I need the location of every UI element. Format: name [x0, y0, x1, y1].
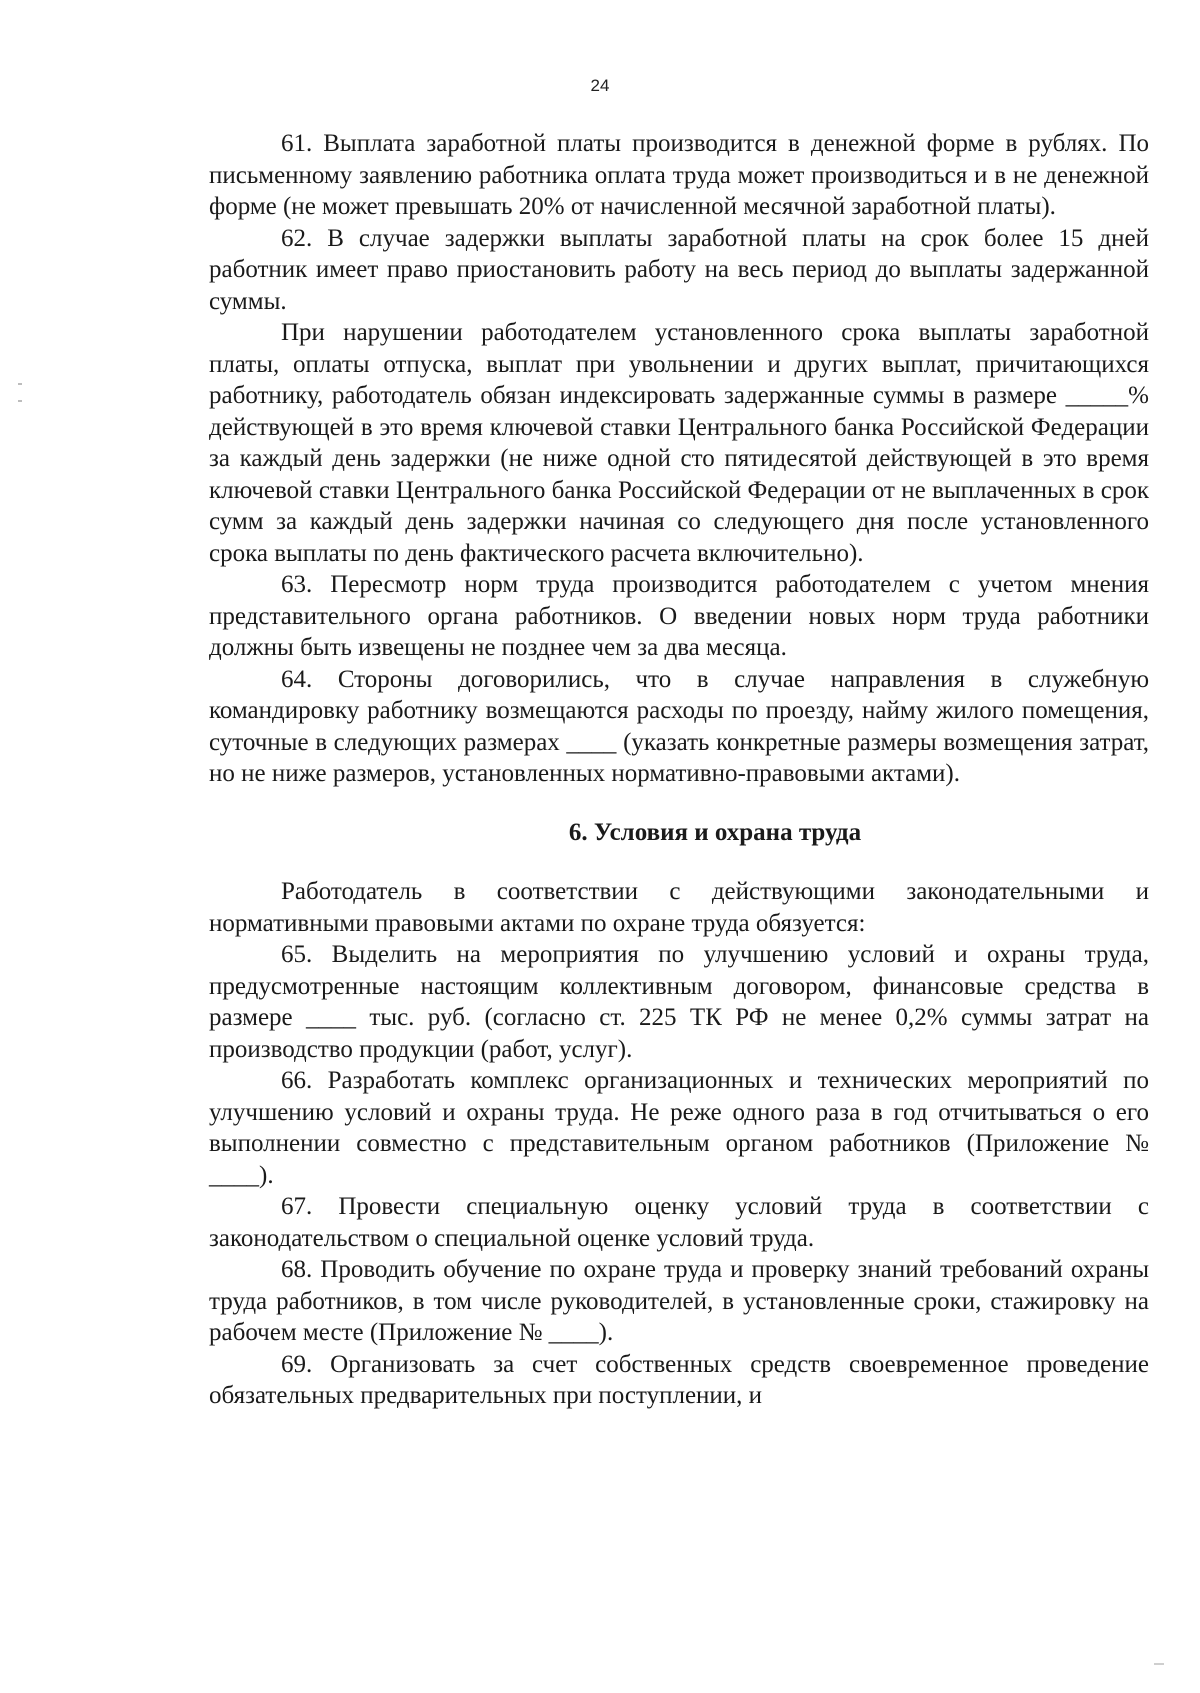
scan-margin-mark	[18, 383, 22, 385]
scan-corner-mark	[1154, 1663, 1164, 1665]
paragraph-wage-delay-indexation: При нарушении работодателем установленного срока выплаты заработной платы, оплаты отпуска, выплат при увольнении и других выплат, причитающихся работнику, работодатель обязан индексировать задержанные суммы в размере _____% действующей в это время ключевой ставки Центрального банка Российской Федерации за каждый день задержки (не ниже одной сто пятидесятой действующей в это время ключевой ставки Центрального банка Российской Федерации от не выплаченных в срок сумм за каждый день задержки начиная со следующего дня после установленного срока выплаты по день фактического расчета включительно).	[209, 319, 1149, 567]
spacer	[209, 848, 1149, 876]
paragraph-61: 61. Выплата заработной платы производится в денежной форме в рублях. По письменному заявлению работника оплата труда может производиться и в не денежной форме (не может превышать 20% от начисленной месячной заработной платы).	[209, 130, 1149, 220]
paragraph-67: 67. Провести специальную оценку условий труда в соответствии с законодательством о специальной оценке условий труда.	[209, 1193, 1149, 1252]
page-number: 24	[590, 76, 610, 95]
paragraph-65: 65. Выделить на мероприятия по улучшению условий и охраны труда, предусмотренные настоящим коллективным договором, финансовые средства в размере ____ тыс. руб. (согласно ст. 225 ТК РФ не менее 0,2% суммы затрат на производство продукции (работ, услуг).	[209, 941, 1149, 1063]
paragraph-62: 62. В случае задержки выплаты заработной платы на срок более 15 дней работник имеет право приостановить работу на весь период до выплаты задержанной суммы.	[209, 224, 1149, 315]
paragraph-63: 63. Пересмотр норм труда производится работодателем с учетом мнения представительного органа работников. О введении новых норм труда работники должны быть извещены не позднее чем за два месяца.	[209, 571, 1149, 661]
paragraph-64: 64. Стороны договорились, что в случае направления в служебную командировку работнику возмещаются расходы по проезду, найму жилого помещения, суточные в следующих размерах ____ (указать конкретные размеры возмещения затрат, но не ниже размеров, установленных нормативно-правовыми актами).	[209, 665, 1149, 787]
paragraph-employer-obligations-intro: Работодатель в соответствии с действующими законодательными и нормативными правовыми актами по охране труда обязуется:	[209, 878, 1149, 937]
paragraph-68: 68. Проводить обучение по охране труда и проверку знаний требований охраны труда работников, в том числе руководителей, в установленные сроки, стажировку на рабочем месте (Приложение № ____).	[209, 1256, 1149, 1346]
section-heading: 6. Условия и охрана труда	[568, 818, 862, 846]
paragraph-66: 66. Разработать комплекс организационных и технических мероприятий по улучшению условий и охраны труда. Не реже одного раза в год отчитываться о его выполнении совместно с представительным органом работников (Приложение № ____).	[209, 1067, 1149, 1189]
scan-margin-mark	[18, 400, 22, 402]
spacer	[209, 790, 1149, 817]
paragraph-69: 69. Организовать за счет собственных средств своевременное проведение обязательных предварительных при поступлении, и	[209, 1350, 1149, 1409]
document-body	[209, 128, 1149, 1412]
